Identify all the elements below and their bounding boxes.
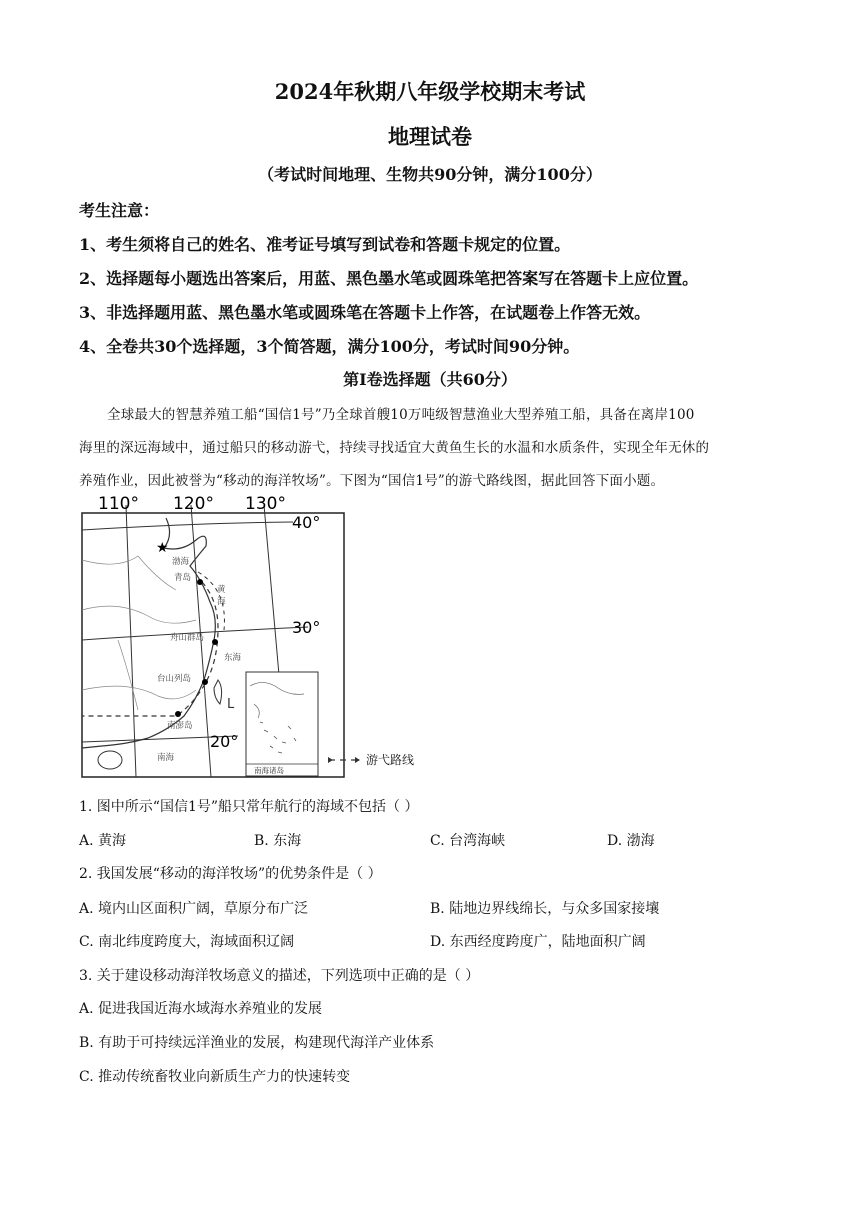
question-stem: 3. 关于建设移动海洋牧场意义的描述，下列选项中正确的是（ ） (79, 968, 480, 984)
notice-heading: 考生注意： (79, 201, 160, 220)
place-label: 舟山群岛 (170, 633, 205, 643)
exam-title: 2024年秋期八年级学校期末考试 (274, 79, 586, 104)
place-label: 东海 (224, 653, 242, 663)
place-label: 黄 (217, 585, 226, 595)
option-b[interactable]: B. 东海 (254, 833, 302, 849)
notice-item: 1、考生须将自己的姓名、准考证号填写到试卷和答题卡规定的位置。 (79, 235, 571, 254)
notice-item: 2、选择题每小题选出答案后，用蓝、黑色墨水笔或圆珠笔把答案写在答题卡上应位置。 (79, 269, 699, 288)
option-a[interactable]: A. 黄海 (79, 833, 127, 849)
option-d[interactable]: D. 渤海 (607, 833, 655, 849)
passage-line: 全球最大的智慧养殖工船“国信1号”乃全球首艘10万吨级智慧渔业大型养殖工船，具备在离岸100 (107, 407, 695, 423)
lat-label: 40° (292, 513, 321, 532)
time-note: （考试时间地理、生物共90分钟，满分100分） (258, 165, 602, 184)
option-c[interactable]: C. 南北纬度跨度大，海域面积辽阔 (79, 934, 295, 950)
subject-title: 地理试卷 (388, 124, 472, 149)
option-d[interactable]: D. 东西经度跨度广，陆地面积广阔 (430, 934, 646, 950)
place-label: 南澎岛 (167, 721, 193, 731)
option-c[interactable]: C. 推动传统畜牧业向新质生产力的快速转变 (79, 1069, 351, 1085)
lon-label: 130° (245, 494, 286, 514)
option-b[interactable]: B. 有助于可持续远洋渔业的发展，构建现代海洋产业体系 (79, 1035, 435, 1051)
lat-label: 30° (292, 618, 321, 637)
notice-item: 4、全卷共30个选择题，3个简答题，满分100分，考试时间90分钟。 (79, 337, 580, 356)
route-map (78, 490, 458, 785)
option-a[interactable]: A. 促进我国近海水域海水养殖业的发展 (79, 1001, 323, 1017)
question-stem: 1. 图中所示“国信1号”船只常年航行的海域不包括（ ） (79, 799, 419, 815)
place-label: 青岛 (174, 573, 192, 583)
option-c[interactable]: C. 台湾海峡 (430, 833, 506, 849)
option-b[interactable]: B. 陆地边界线绵长，与众多国家接壤 (430, 901, 660, 917)
section-title: 第Ⅰ卷选择题（共60分） (343, 370, 517, 389)
place-label: 南海 (157, 753, 175, 763)
option-a[interactable]: A. 境内山区面积广阔，草原分布广泛 (79, 901, 309, 917)
place-label: 海 (217, 597, 226, 607)
inset-label: 南海诸岛 (254, 766, 284, 775)
question-stem: 2. 我国发展“移动的海洋牧场”的优势条件是（ ） (79, 866, 382, 882)
place-label: 台山列岛 (157, 674, 192, 684)
lon-label: 120° (173, 494, 214, 514)
passage-line: 海里的深远海域中，通过船只的移动游弋，持续寻找适宜大黄鱼生长的水温和水质条件，实现全年无休的 (79, 440, 710, 456)
notice-item: 3、非选择题用蓝、黑色墨水笔或圆珠笔在答题卡上作答，在试题卷上作答无效。 (79, 303, 651, 322)
lat-label: 20° (210, 732, 239, 751)
svg-text:L: L (227, 697, 235, 712)
passage-line: 养殖作业，因此被誉为“移动的海洋牧场”。下图为“国信1号”的游弋路线图，据此回答下面小题。 (79, 473, 665, 489)
svg-text:★: ★ (156, 540, 169, 556)
lon-label: 110° (98, 494, 139, 514)
legend-label: 游弋路线 (366, 753, 415, 767)
place-label: 渤海 (172, 557, 190, 567)
